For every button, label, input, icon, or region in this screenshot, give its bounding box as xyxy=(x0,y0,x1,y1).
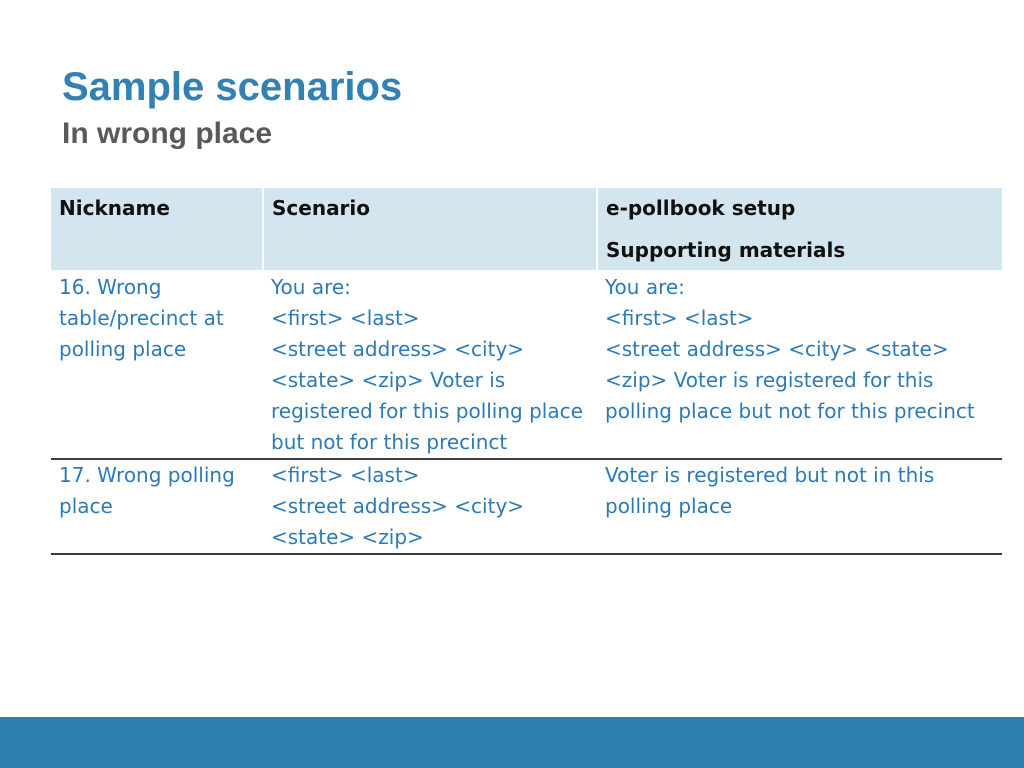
header-epollbook-setup-label: e-pollbook setup xyxy=(606,196,796,220)
cell-nickname: 16. Wrong table/precinct at polling place xyxy=(59,275,224,361)
scenarios-table xyxy=(51,188,1002,555)
cell-scenario: <first> <last> <street address> <city> <state> <zip> xyxy=(263,459,597,554)
cell-nickname: 17. Wrong polling place xyxy=(51,459,263,554)
cell-scenario: You are: <first> <last> <street address> <city> <state> <zip> Voter is registered for this polling place but not for this precinct xyxy=(271,275,583,454)
header-epollbook-setup xyxy=(597,188,1002,270)
table-row xyxy=(51,270,1002,459)
cell-setup: You are: <first> <last> <street address> <city> <state> <zip> Voter is registered for this polling place but not for this precinct xyxy=(605,275,975,423)
header-nickname xyxy=(51,188,263,270)
table-header-row xyxy=(51,188,1002,270)
footer-bar xyxy=(0,717,1024,768)
header-scenario xyxy=(263,188,597,270)
table-row xyxy=(51,459,1002,554)
slide-title: Sample scenarios xyxy=(62,65,403,109)
header-scenario-label: Scenario xyxy=(272,196,371,220)
header-supporting-materials-label: Supporting materials xyxy=(606,238,846,262)
cell-setup: Voter is registered but not in this polling place xyxy=(597,459,1002,554)
header-nickname-label: Nickname xyxy=(59,196,170,220)
slide-subtitle: In wrong place xyxy=(62,117,273,150)
